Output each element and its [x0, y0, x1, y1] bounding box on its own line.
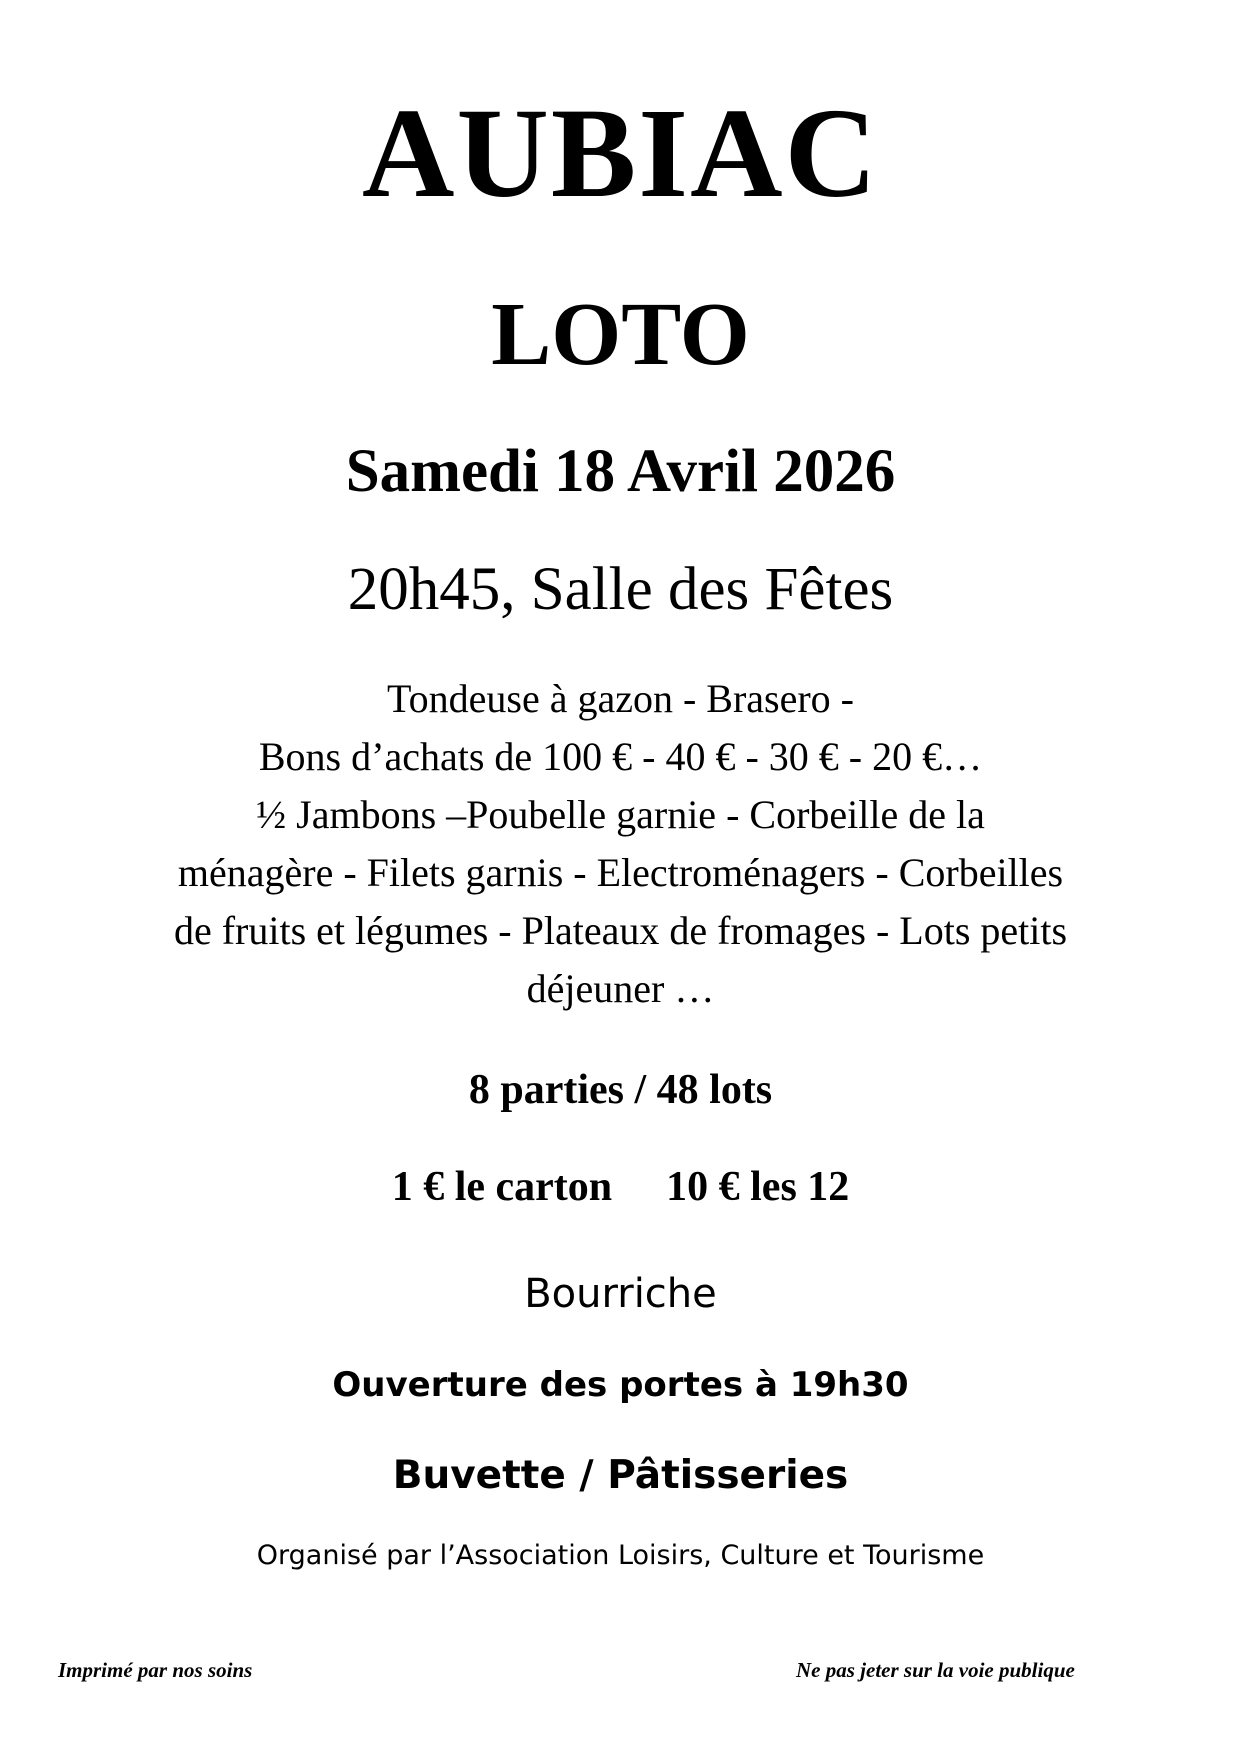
prizes-line: ménagère - Filets garnis - Electroménagers - Corbeilles [177, 850, 1064, 895]
footer-printed-by: Imprimé par nos soins [58, 1658, 253, 1682]
games-count: 8 parties / 48 lots [468, 1067, 773, 1113]
prizes-list [0, 670, 1241, 1018]
event-title: LOTO [491, 285, 750, 384]
town-title: AUBIAC [362, 82, 879, 224]
footer-do-not-litter: Ne pas jeter sur la voie publique [796, 1658, 1075, 1682]
price-row [0, 1157, 1241, 1217]
prizes-line: Bons d’achats de 100 € - 40 € - 30 € - 20 €… [258, 734, 983, 779]
prizes-line: de fruits et légumes - Plateaux de fromages - Lots petits [173, 908, 1068, 953]
prizes-line: Tondeuse à gazon - Brasero - [386, 676, 854, 721]
organizer: Organisé par l’Association Loisirs, Culture et Tourisme [256, 1540, 985, 1571]
price-single: 1 € le carton [391, 1164, 613, 1210]
event-time-place: 20h45, Salle des Fêtes [347, 556, 894, 623]
refreshments: Buvette / Pâtisseries [392, 1453, 849, 1498]
event-date: Samedi 18 Avril 2026 [345, 438, 896, 505]
raffle: Bourriche [524, 1271, 717, 1317]
prizes-line: déjeuner … [526, 966, 715, 1011]
price-bundle: 10 € les 12 [666, 1164, 850, 1210]
prizes-line: ½ Jambons –Poubelle garnie - Corbeille de la [256, 792, 985, 837]
doors-opening: Ouverture des portes à 19h30 [332, 1365, 909, 1405]
